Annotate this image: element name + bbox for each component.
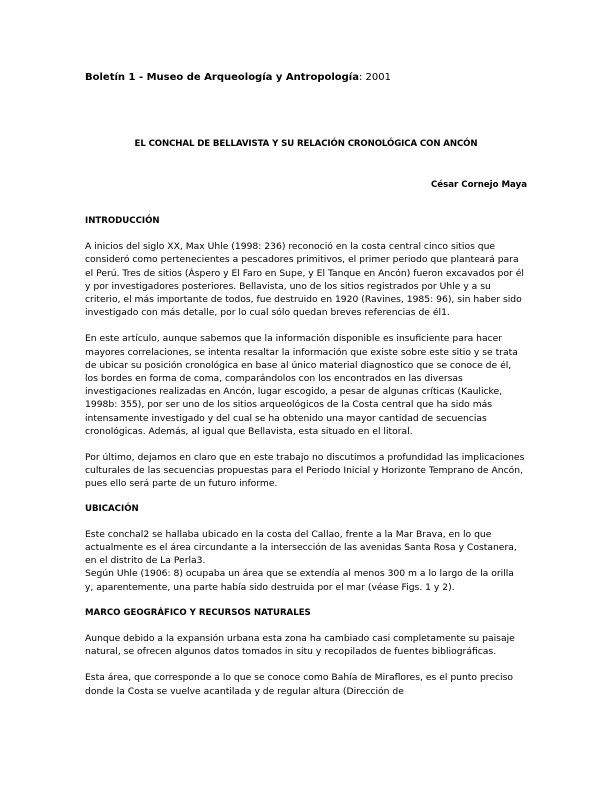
article-author: César Cornejo Maya	[430, 180, 527, 190]
paragraph: Esta área, que corresponde a lo que se conoce como Bahía de Miraflores, es el punto preciso donde la Costa se vuelve acantilada y de regular altura (Dirección de	[85, 672, 514, 697]
paragraph: Según Uhle (1906: 8) ocupaba un área que se extendía al menos 300 m a lo largo de la orilla y, aparentemente, una parte había sido destruida por el mar (véase Figs. 1 y 2).	[85, 568, 514, 593]
section-heading-marco-geografico: MARCO GEOGRÁFICO Y RECURSOS NATURALES	[85, 607, 311, 618]
paragraph: Por último, dejamos en claro que en este trabajo no discutimos a profundidad las implicaciones culturales de las secuencias propuestas para el Periodo Inicial y Horizonte Temprano de Ancón, pues ello será parte de un futuro informe.	[85, 452, 525, 490]
paragraph: A inicios del siglo XX, Max Uhle (1998: 236) reconoció en la costa central cinco sitios que consideró como pertenecientes a pescadores primitivos, el primer periodo que planteará para el Perú. Tres de sitios (Áspero y El Faro en Supe, y El Tanque en Ancón) fueron excavados por él y por investigadores posteriores. Bellavista, uno de los sitios registrados por Uhle y a su criterio, el más importante de todos, fue destruido en 1920 (Ravines, 1985: 96), sin haber sido investigado con más detalle, por lo cual sólo quedan breves referencias de él1.	[85, 241, 524, 319]
section-heading-introduccion: INTRODUCCIÓN	[85, 216, 160, 226]
article-title: EL CONCHAL DE BELLAVISTA Y SU RELACIÓN CRONOLÓGICA CON ANCÓN	[134, 139, 478, 149]
paragraph: En este artículo, aunque sabemos que la información disponible es insuficiente para hacer mayores correlaciones, se intenta resaltar la información que existe sobre este sitio y se trata de ubicar su posición cronológica en base al único material diagnostico que se conoce de él, los bordes en forma de coma, comparándolos con los encontrados en las diversas investigaciones realizadas en Ancón, lugar escogido, a pesar de algunas críticas (Kaulicke, 1998b: 355), por ser uno de los sitios arqueológicos de la Costa central que ha sido más intensamente investigado y del cual se ha obtenido una mayor cantidad de secuencias cronológicas. Además, al igual que Bellavista, esta situado en el litoral.	[85, 333, 518, 437]
paragraph: Este conchal2 se hallaba ubicado en la costa del Callao, frente a la Mar Brava, en lo que actualmente es el área circundante a la intersección de las avenidas Santa Rosa y Costanera, en el distrito de La Perla3.	[85, 528, 517, 567]
running-header	[85, 72, 525, 83]
article-body	[85, 215, 525, 711]
section-heading-ubicacion: UBICACIÓN	[85, 503, 139, 514]
header-journal: Boletín 1 - Museo de Arqueología y Antropología	[85, 72, 359, 83]
paragraph: Aunque debido a la expansión urbana esta zona ha cambiado casi completamente su paisaje natural, se ofrecen algunos datos tomados in situ y recopilados de fuentes bibliográficas.	[85, 633, 515, 658]
header-year: : 2001	[358, 72, 391, 83]
